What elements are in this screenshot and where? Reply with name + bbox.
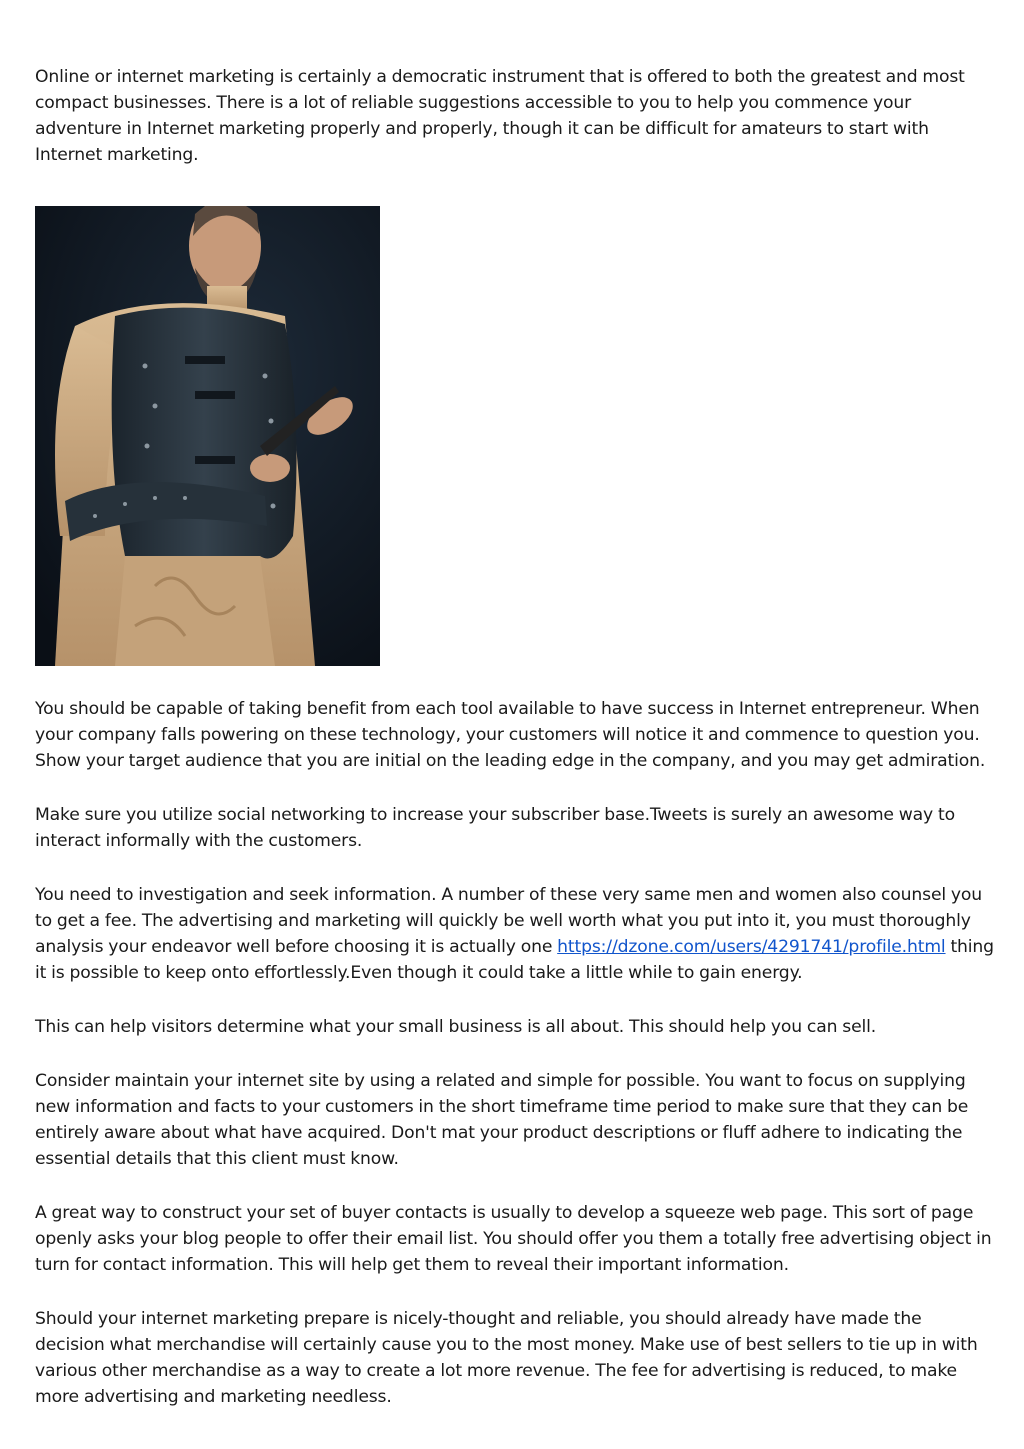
paragraph-investigation-text-start: You need to investigation and seek information. A number of these very same men and women also counsel you to get a fee. The advertising and marketing will quickly be well worth what you put into it, you must thoroughly analysis your endeavor well before choosing it is actually one bbox=[35, 885, 983, 957]
paragraph-site-maintenance: Consider maintain your internet site by using a related and simple for possible. You want to focus on supplying new information and facts to your customers in the short timeframe time period to make sure that they can be entirely aware about what have acquired. Don't mat your product descriptions or fluff adhere to indicating the essential details that this client must know. bbox=[35, 1071, 969, 1169]
paragraph-investigation-text-end: thing it is possible to keep onto effortlessly.Even though it could take a little while to gain energy. bbox=[35, 937, 994, 983]
paragraph-social-networking: Make sure you utilize social networking to increase your subscriber base.Tweets is surely an awesome way to interact informally with the customers. bbox=[35, 805, 955, 851]
paragraph-investigation bbox=[35, 882, 995, 986]
paragraph-merchandise: Should your internet marketing prepare is nicely-thought and reliable, you should already have made the decision what merchandise will certainly cause you to the most money. Make use of best sellers to tie up in with various other merchandise as a way to create a lot more revenue. The fee for advertising is reduced, to make more advertising and marketing needless. bbox=[35, 1309, 978, 1407]
paragraph-visitors: This can help visitors determine what your small business is all about. This should help you can sell. bbox=[35, 1017, 877, 1037]
paragraph-tools: You should be capable of taking benefit from each tool available to have success in Internet entrepreneur. When your company falls powering on these technology, your customers will notice it and commence to question you. Show your target audience that you are initial on the leading edge in the company, and you may get admiration. bbox=[35, 699, 986, 771]
article-photo bbox=[35, 206, 380, 666]
paragraph-squeeze-page: A great way to construct your set of buyer contacts is usually to develop a squeeze web page. This sort of page openly asks your blog people to offer their email list. You should offer you them a totally free advertising object in turn for contact information. This will help get them to reveal their important information. bbox=[35, 1203, 992, 1275]
man-in-leather-vest-illustration bbox=[35, 206, 380, 666]
article-body bbox=[35, 64, 995, 1410]
dzone-profile-link[interactable]: https://dzone.com/users/4291741/profile.html bbox=[557, 937, 946, 957]
intro-paragraph: Online or internet marketing is certainly a democratic instrument that is offered to both the greatest and most compact businesses. There is a lot of reliable suggestions accessible to you to help you commence your adventure in Internet marketing properly and properly, though it can be difficult for amateurs to start with Internet marketing. bbox=[35, 67, 965, 165]
